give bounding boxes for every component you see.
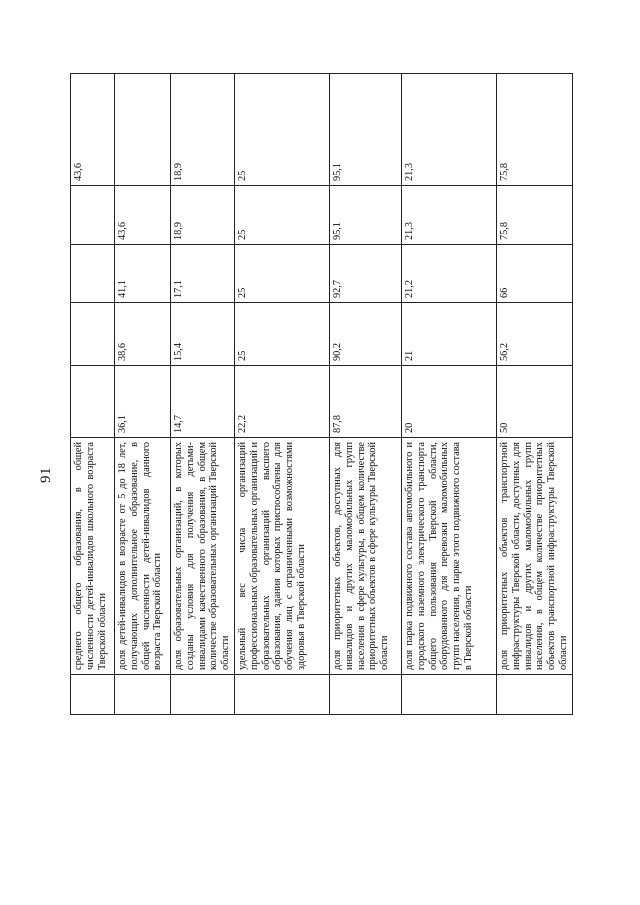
empty-cell (115, 675, 171, 715)
value-cell: 14,7 (171, 366, 235, 438)
value-cell: 36,1 (115, 366, 171, 438)
page-number: 91 (38, 467, 54, 483)
value-cell: 56,2 (496, 303, 572, 366)
indicator-cell: удельный вес числа организаций профессиональных образовательных организаций и образовательных организаций высшего образования, здания которых приспособлены для обучения лиц с ограниченными возможностями здоровья в Тверской области (234, 438, 329, 675)
value-cell (71, 186, 115, 245)
table-row (171, 74, 235, 715)
empty-cell (171, 675, 235, 715)
value-cell (71, 366, 115, 438)
value-cell: 92,7 (329, 245, 401, 303)
value-cell: 43,6 (71, 74, 115, 186)
value-cell: 90,2 (329, 303, 401, 366)
value-cell: 21,3 (401, 74, 496, 186)
indicator-cell: среднего общего образования, в общей численности детей-инвалидов школьного возраста Тверской области (71, 438, 115, 675)
value-cell: 75,8 (496, 186, 572, 245)
table-row (115, 74, 171, 715)
indicator-cell: доля приоритетных объектов, доступных для инвалидов и других маломобильных групп населения в сфере культуры, в общем количестве приоритетных объектов в сфере культуры Тверской области (329, 438, 401, 675)
value-cell: 95,1 (329, 186, 401, 245)
value-cell: 21,2 (401, 245, 496, 303)
value-cell (71, 303, 115, 366)
value-cell (115, 74, 171, 186)
value-cell: 25 (234, 74, 329, 186)
value-cell: 22,2 (234, 366, 329, 438)
value-cell (71, 245, 115, 303)
indicators-table (70, 73, 573, 715)
value-cell: 18,9 (171, 74, 235, 186)
empty-cell (234, 675, 329, 715)
table-row (71, 74, 115, 715)
value-cell: 25 (234, 303, 329, 366)
value-cell: 87,8 (329, 366, 401, 438)
value-cell: 20 (401, 366, 496, 438)
value-cell: 95,1 (329, 74, 401, 186)
value-cell: 41,1 (115, 245, 171, 303)
indicator-cell: доля детей-инвалидов в возрасте от 5 до 18 лет, получающих дополнительное образование, в общей численности детей-инвалидов данного возраста Тверской области (115, 438, 171, 675)
value-cell: 75,8 (496, 74, 572, 186)
empty-cell (496, 675, 572, 715)
value-cell: 18,9 (171, 186, 235, 245)
empty-cell (71, 675, 115, 715)
value-cell: 43,6 (115, 186, 171, 245)
value-cell: 15,4 (171, 303, 235, 366)
value-cell: 50 (496, 366, 572, 438)
indicator-cell: доля образовательных организаций, в которых созданы условия для получения детьми-инвалидами качественного образования, в общем количестве образовательных организаций Тверской области (171, 438, 235, 675)
indicator-cell: доля парка подвижного состава автомобильного и городского наземного электрического транспорта общего пользования Тверской области, оборудованного для перевозки маломобильных групп населения, в парке этого подвижного состава в Тверской области (401, 438, 496, 675)
value-cell: 21 (401, 303, 496, 366)
table-row (401, 74, 496, 715)
table-row (234, 74, 329, 715)
empty-cell (401, 675, 496, 715)
value-cell: 25 (234, 245, 329, 303)
empty-cell (329, 675, 401, 715)
table-row (496, 74, 572, 715)
value-cell: 38,6 (115, 303, 171, 366)
value-cell: 17,1 (171, 245, 235, 303)
table-row (329, 74, 401, 715)
indicator-cell: доля приоритетных объектов транспортной инфраструктуры Тверской области, доступных для инвалидов и других маломобильных групп населения, в общем количестве приоритетных объектов транспортной инфраструктуры Тверской области (496, 438, 572, 675)
value-cell: 66 (496, 245, 572, 303)
value-cell: 21,3 (401, 186, 496, 245)
value-cell: 25 (234, 186, 329, 245)
